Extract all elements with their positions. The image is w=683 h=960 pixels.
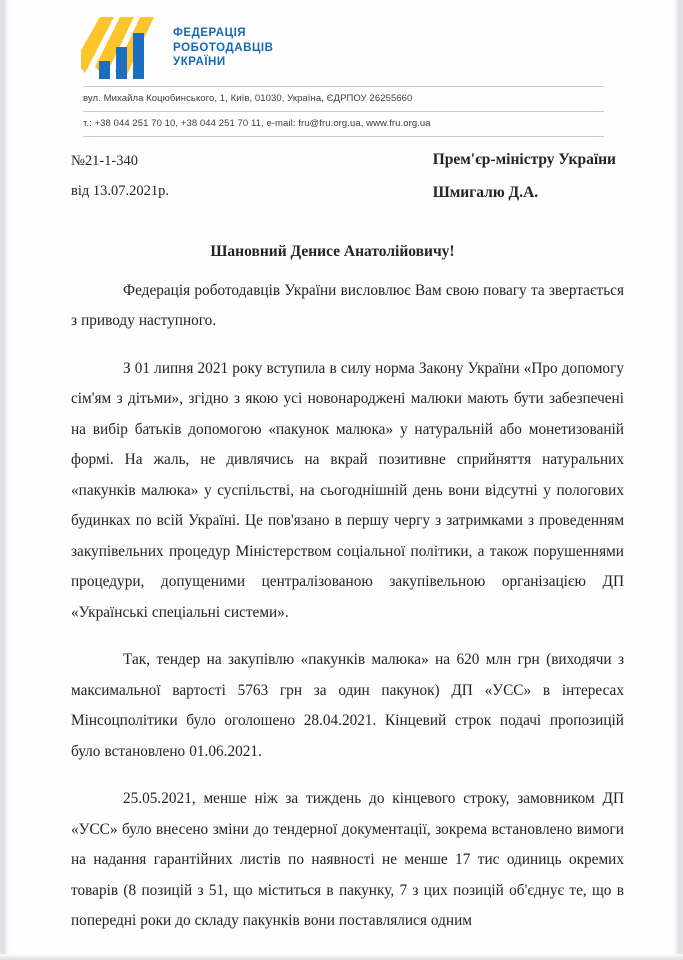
- organization-logo: [21, 0, 662, 78]
- letterhead-divider-bottom: [83, 136, 604, 137]
- addressee-block: [433, 152, 624, 217]
- organization-contacts: т.: +38 044 251 70 10, +38 044 251 70 11, e-mail: fru@fru.org.ua, www.fru.org.ua: [83, 118, 431, 129]
- paragraph: 25.05.2021, менше ніж за тиждень до кінцевого строку, замовником ДП «УСС» було внесено зміни до тендерної документації, зокрема встановлено вимоги на надання гарантійних листів по наявності не менше 17 тис одиниць окремих товарів (8 позицій з 51, що міститься в пакунку, 7 з цих позицій об'єднує те, що в попередні роки до складу пакунків вони поставлялися одним: [71, 790, 624, 929]
- document-page: [9, 0, 674, 954]
- letter-reference-block: [71, 152, 169, 213]
- paragraph: З 01 липня 2021 року вступила в силу норма Закону України «Про допомогу сім'ям з дітьми», згідно з якою усі новонароджені малюки мають бути забезпечені на вибір батьків допомогою «пакунок малюка» у натуральній або монетизованій формі. На жаль, не дивлячись на вкрай позитивне сприйняття натуральних «пакунків малюка» у суспільстві, на сьогоднішній день вони відсутні у пологових будинках по всій Україні. Це пов'язано в першу чергу з затримками з проведенням закупівельних процедур Міністерством соціальної політики, а також порушеннями процедури, допущеними централізованою закупівельною організацією ДП «Українські спеціальні системи».: [71, 359, 624, 621]
- letter-paragraphs: [71, 276, 624, 937]
- org-name-line-2: РОБОТОДАВЦІВ: [173, 41, 274, 54]
- fru-bar-chart-logo-icon: [81, 17, 159, 79]
- paragraph: Так, тендер на закупівлю «пакунків малюка» на 620 млн грн (виходячи з максимальної вартості 5763 грн за один пакунок) ДП «УСС» в інтересах Мінсоцполітики було оголошено 28.04.2021. Кінцевий строк подачі пропозицій було встановлено 01.06.2021.: [71, 651, 624, 760]
- letter-header-block: [71, 152, 624, 217]
- reference-number: №21-1-340: [71, 153, 138, 169]
- org-name-line-3: УКРАЇНИ: [173, 56, 226, 69]
- scan-edge-right: [674, 0, 683, 960]
- organization-address: вул. Михайла Коцюбинського, 1, Київ, 01030, Україна, ЄДРПОУ 26255660: [83, 93, 413, 104]
- scan-edge-bottom: [0, 954, 683, 960]
- scan-edge-left: [0, 0, 9, 960]
- addressee-name: Шмигалю Д.А.: [432, 183, 539, 201]
- letter-date: від 13.07.2021р.: [71, 182, 170, 199]
- letter-body: [71, 152, 624, 937]
- letterhead: [9, 0, 674, 137]
- salutation: Шановний Денисе Анатолійовичу!: [210, 243, 455, 260]
- addressee-title: Прем'єр-міністру України: [432, 151, 616, 168]
- organization-name: [173, 26, 274, 70]
- org-name-line-1: ФЕДЕРАЦІЯ: [173, 27, 247, 40]
- paragraph: Федерація роботодавців України висловлює Вам свою повагу та звертається з приводу наступного.: [71, 281, 624, 329]
